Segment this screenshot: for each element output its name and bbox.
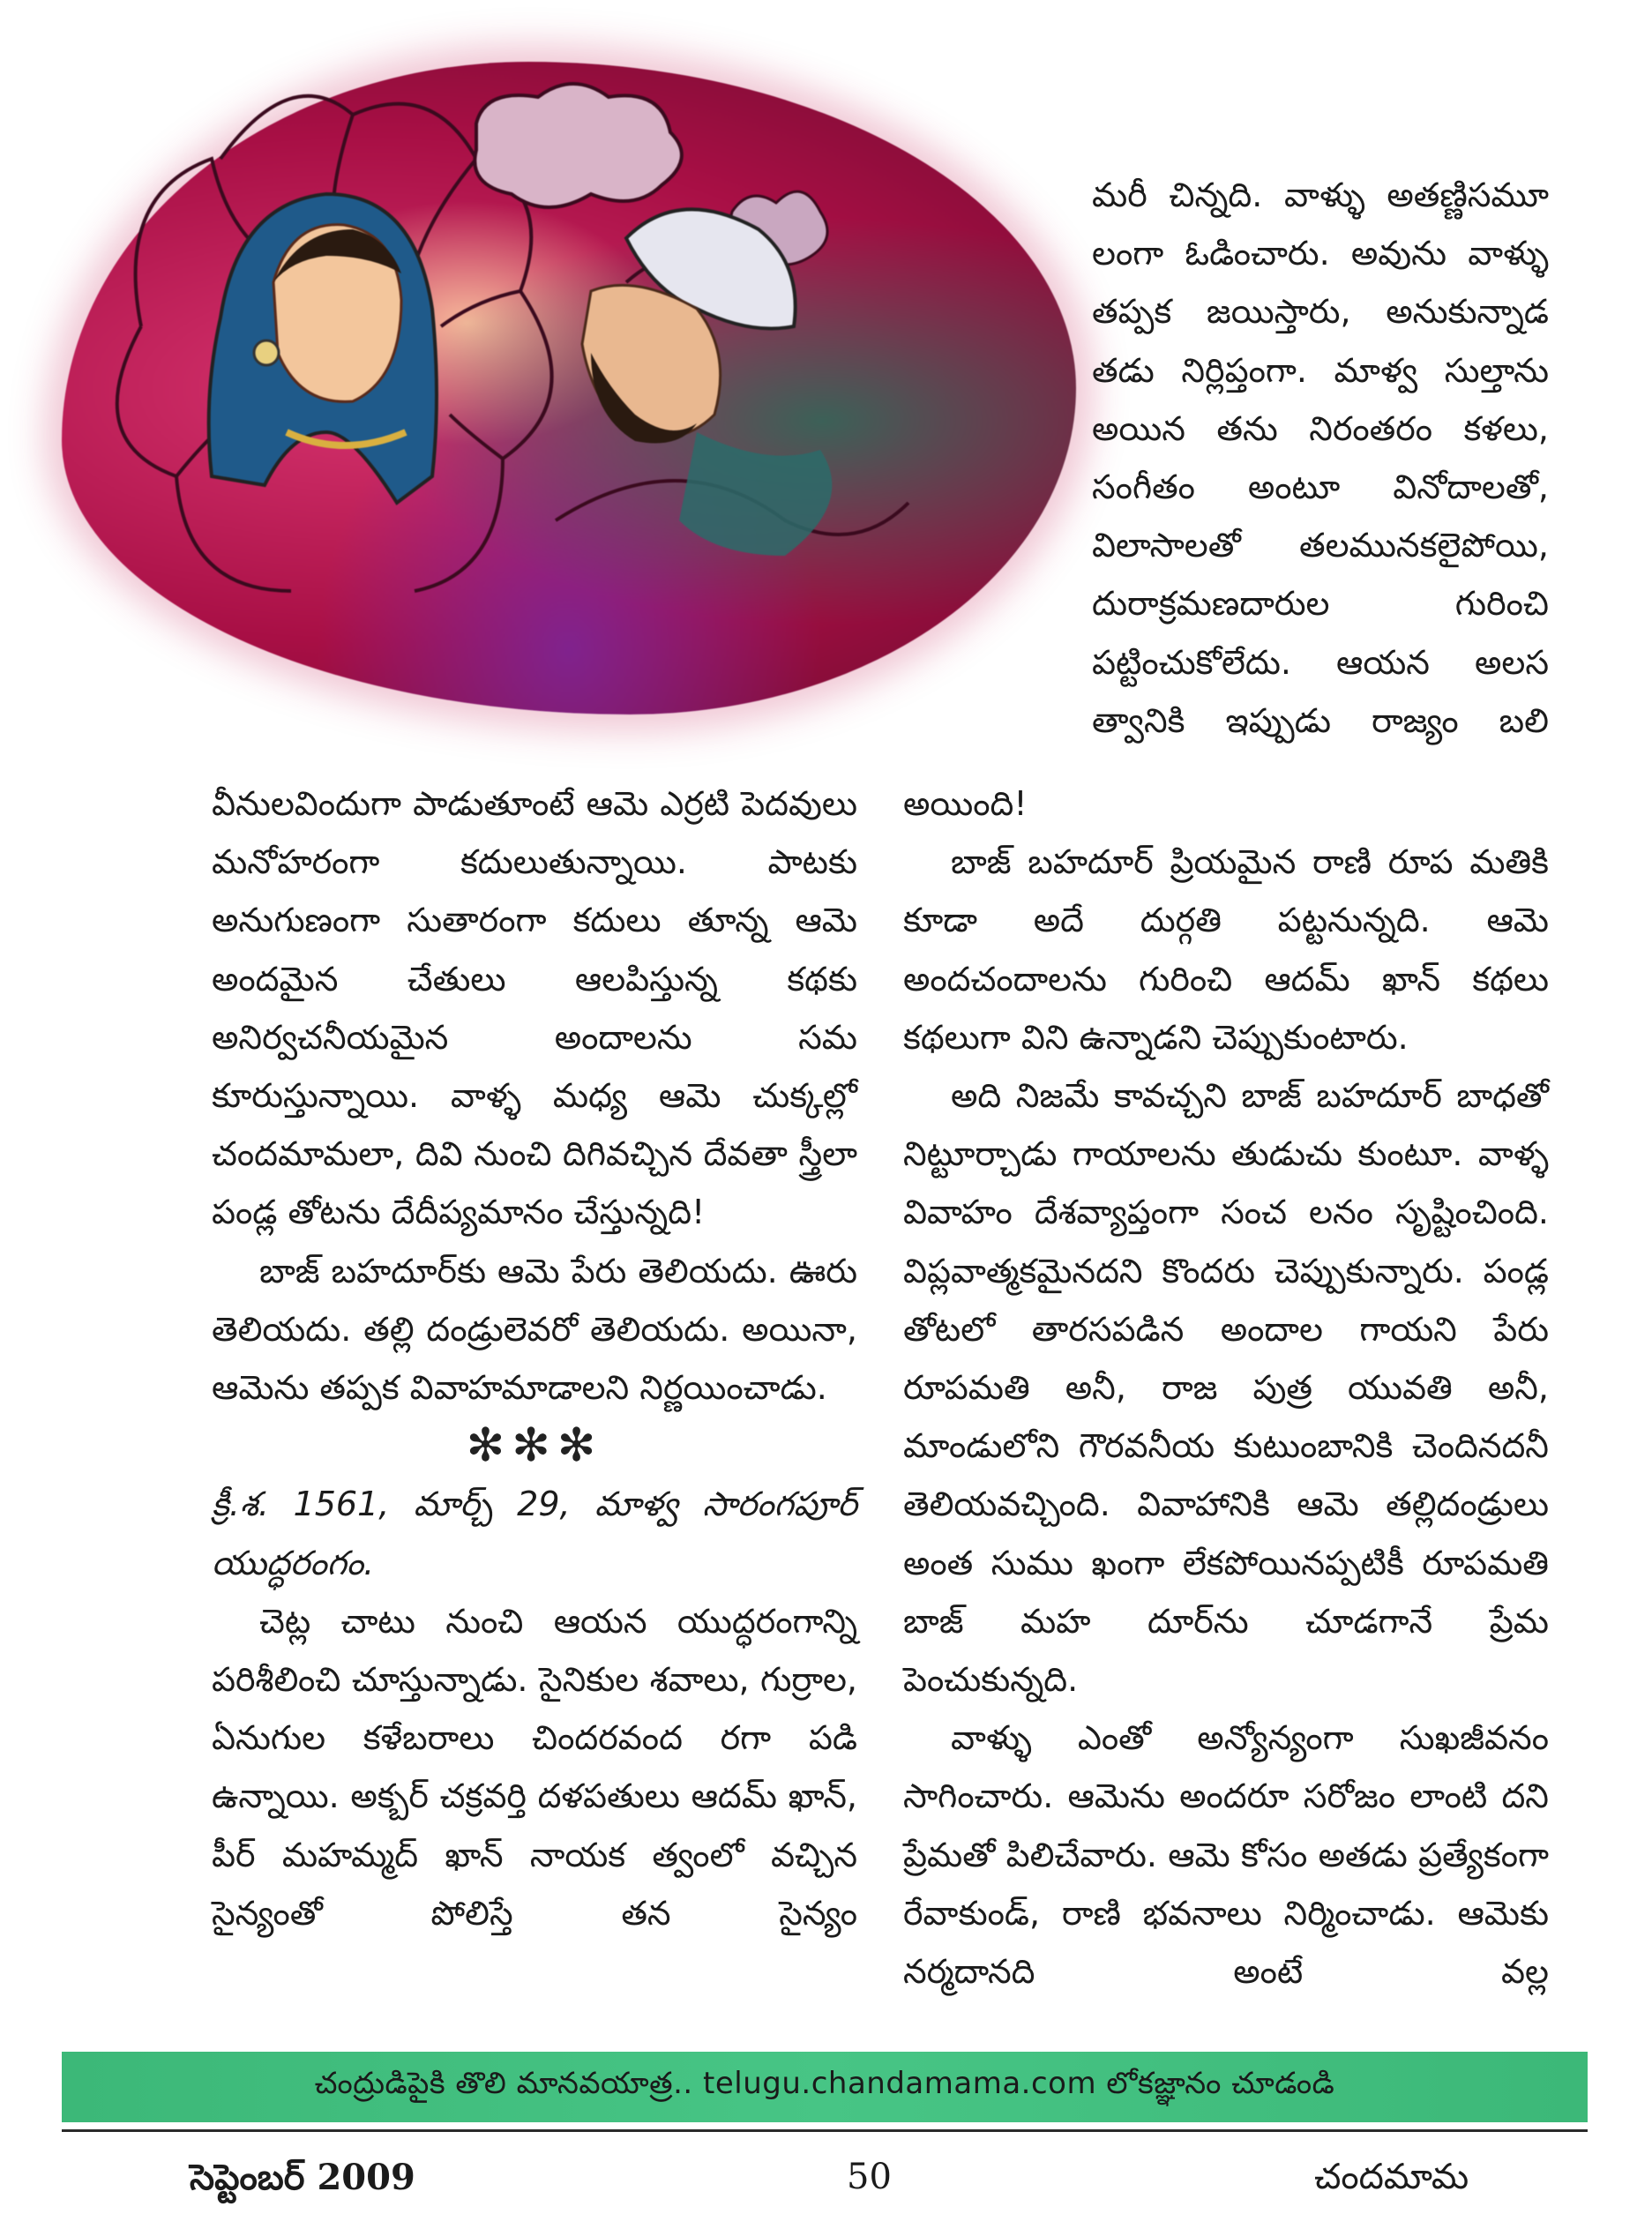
text-line: తప్పక జయిస్తారు, అనుకున్నాడ — [1092, 292, 1549, 332]
column-left — [212, 774, 857, 1942]
paragraph: బాజ్ బహదూర్ ప్రియమైన రాణి రూప మతికి కూడా అదే దుర్గతి పట్టనున్నది. ఆమె అందచందాలను గురించి ఆదమ్ ఖాన్ కథలు కథలుగా విని ఉన్నాడని చెప్పుకుంటారు. — [903, 842, 1549, 1057]
paragraph: చెట్ల చాటు నుంచి ఆయన యుద్ధరంగాన్ని పరిశీలించి చూస్తున్నాడు. సైనికుల శవాలు, గుర్రాల, ఏనుగుల కళేబరాలు చిందరవంద రగా పడి ఉన్నాయి. అక్బర్ చక్రవర్తి దళపతులు ఆదమ్ ఖాన్, పీర్ మహమ్మద్ ఖాన్ నాయక త్వంలో వచ్చిన సైన్యంతో పోలిస్తే తన సైన్యం — [212, 1601, 857, 1933]
text-line: సంగీతం అంటూ వినోదాలతో, — [1092, 467, 1549, 507]
footer-month-year: సెప్టెంబర్ 2009 — [190, 2157, 415, 2198]
column-top-right — [1092, 166, 1549, 750]
text-line: త్వానికి ఇప్పుడు రాజ్యం బలి — [1092, 700, 1549, 740]
text-line: విలాసాలతో తలమునకలైపోయి, — [1092, 526, 1549, 565]
text-line: దురాక్రమణదారుల గురించి — [1092, 584, 1549, 624]
paragraph: అది నిజమే కావచ్చని బాజ్ బహదూర్ బాధతో నిట్టూర్చాడు గాయాలను తుడుచు కుంటూ. వాళ్ళ వివాహం దేశవ్యాప్తంగా సంచ లనం సృష్టించింది. విప్లవాత్మకమైనదని కొందరు చెప్పుకున్నారు. పండ్ల తోటలో తారసపడిన అందాల గాయని పేరు రూపమతి అనీ, రాజ పుత్ర యువతి అనీ, మాండులోని గౌరవనీయ కుటుంబానికి చెందినదనీ తెలియవచ్చింది. వివాహానికి ఆమె తల్లిదండ్రులు అంత సుము ఖంగా లేకపోయినప్పటికీ రూపమతి బాజ్ మహ దూర్‌ను చూడగానే ప్రేమ పెంచుకున్నది. — [903, 1076, 1549, 1700]
text-line: అయిన తను నిరంతరం కళలు, — [1092, 408, 1549, 448]
text-line: పట్టించుకోలేదు. ఆయన అలస — [1092, 642, 1549, 682]
section-separator: ✻✻✻ — [466, 1419, 603, 1473]
paragraph: బాజ్ బహదూర్‌కు ఆమె పేరు తెలియదు. ఊరు తెలియదు. తల్లి దండ్రులెవరో తెలియదు. అయినా, ఆమెను తప్పక వివాహమాడాలని నిర్ణయించాడు. — [212, 1251, 857, 1408]
promo-banner-text: చంద్రుడిపైకి తొలి మానవయాత్ర.. telugu.chandamama.com లోకజ్ఞానం చూడండి — [314, 2066, 1335, 2101]
story-illustration — [62, 62, 1076, 714]
column-right — [903, 774, 1549, 2001]
dateline: క్రీ.శ. 1561, మార్చ్ 29, మాళ్వ సారంగపూర్ యుద్ధరంగం. — [212, 1485, 857, 1582]
page-number: 50 — [847, 2157, 892, 2197]
illustration-figures — [62, 62, 1076, 714]
paragraph: వాళ్ళు ఎంతో అన్యోన్యంగా సుఖజీవనం సాగించారు. ఆమెను అందరూ సరోజం లాంటి దని ప్రేమతో పిలిచేవారు. ఆమె కోసం అతడు ప్రత్యేకంగా రేవాకుండ్, రాణి భవనాలు నిర్మించాడు. ఆమెకు నర్మదానది అంటే వల్ల — [903, 1718, 1549, 1992]
text-line: తడు నిర్లిప్తంగా. మాళ్వ సుల్తాను — [1092, 350, 1549, 390]
divider — [62, 2129, 1588, 2132]
promo-banner[interactable] — [62, 2052, 1588, 2122]
text-line: లంగా ఓడించారు. అవును వాళ్ళు — [1092, 234, 1549, 273]
text-line: మరీ చిన్నది. వాళ్ళు అతణ్ణిసమూ — [1092, 176, 1549, 214]
magazine-name: చందమామ — [1314, 2157, 1469, 2197]
paragraph: వీనులవిందుగా పాడుతూంటే ఆమె ఎర్రటి పెదవులు మనోహరంగా కదులుతున్నాయి. పాటకు అనుగుణంగా సుతారంగా కదులు తూన్న ఆమె అందమైన చేతులు ఆలపిస్తున్న కథకు అనిర్వచనీయమైన అందాలను సమ కూరుస్తున్నాయి. వాళ్ళ మధ్య ఆమె చుక్కల్లో చందమామలా, దివి నుంచి దిగివచ్చిన దేవతా స్త్రీలా పండ్ల తోటను దేదీప్యమానం చేస్తున్నది! — [212, 784, 857, 1232]
paragraph: అయింది! — [903, 784, 1028, 823]
